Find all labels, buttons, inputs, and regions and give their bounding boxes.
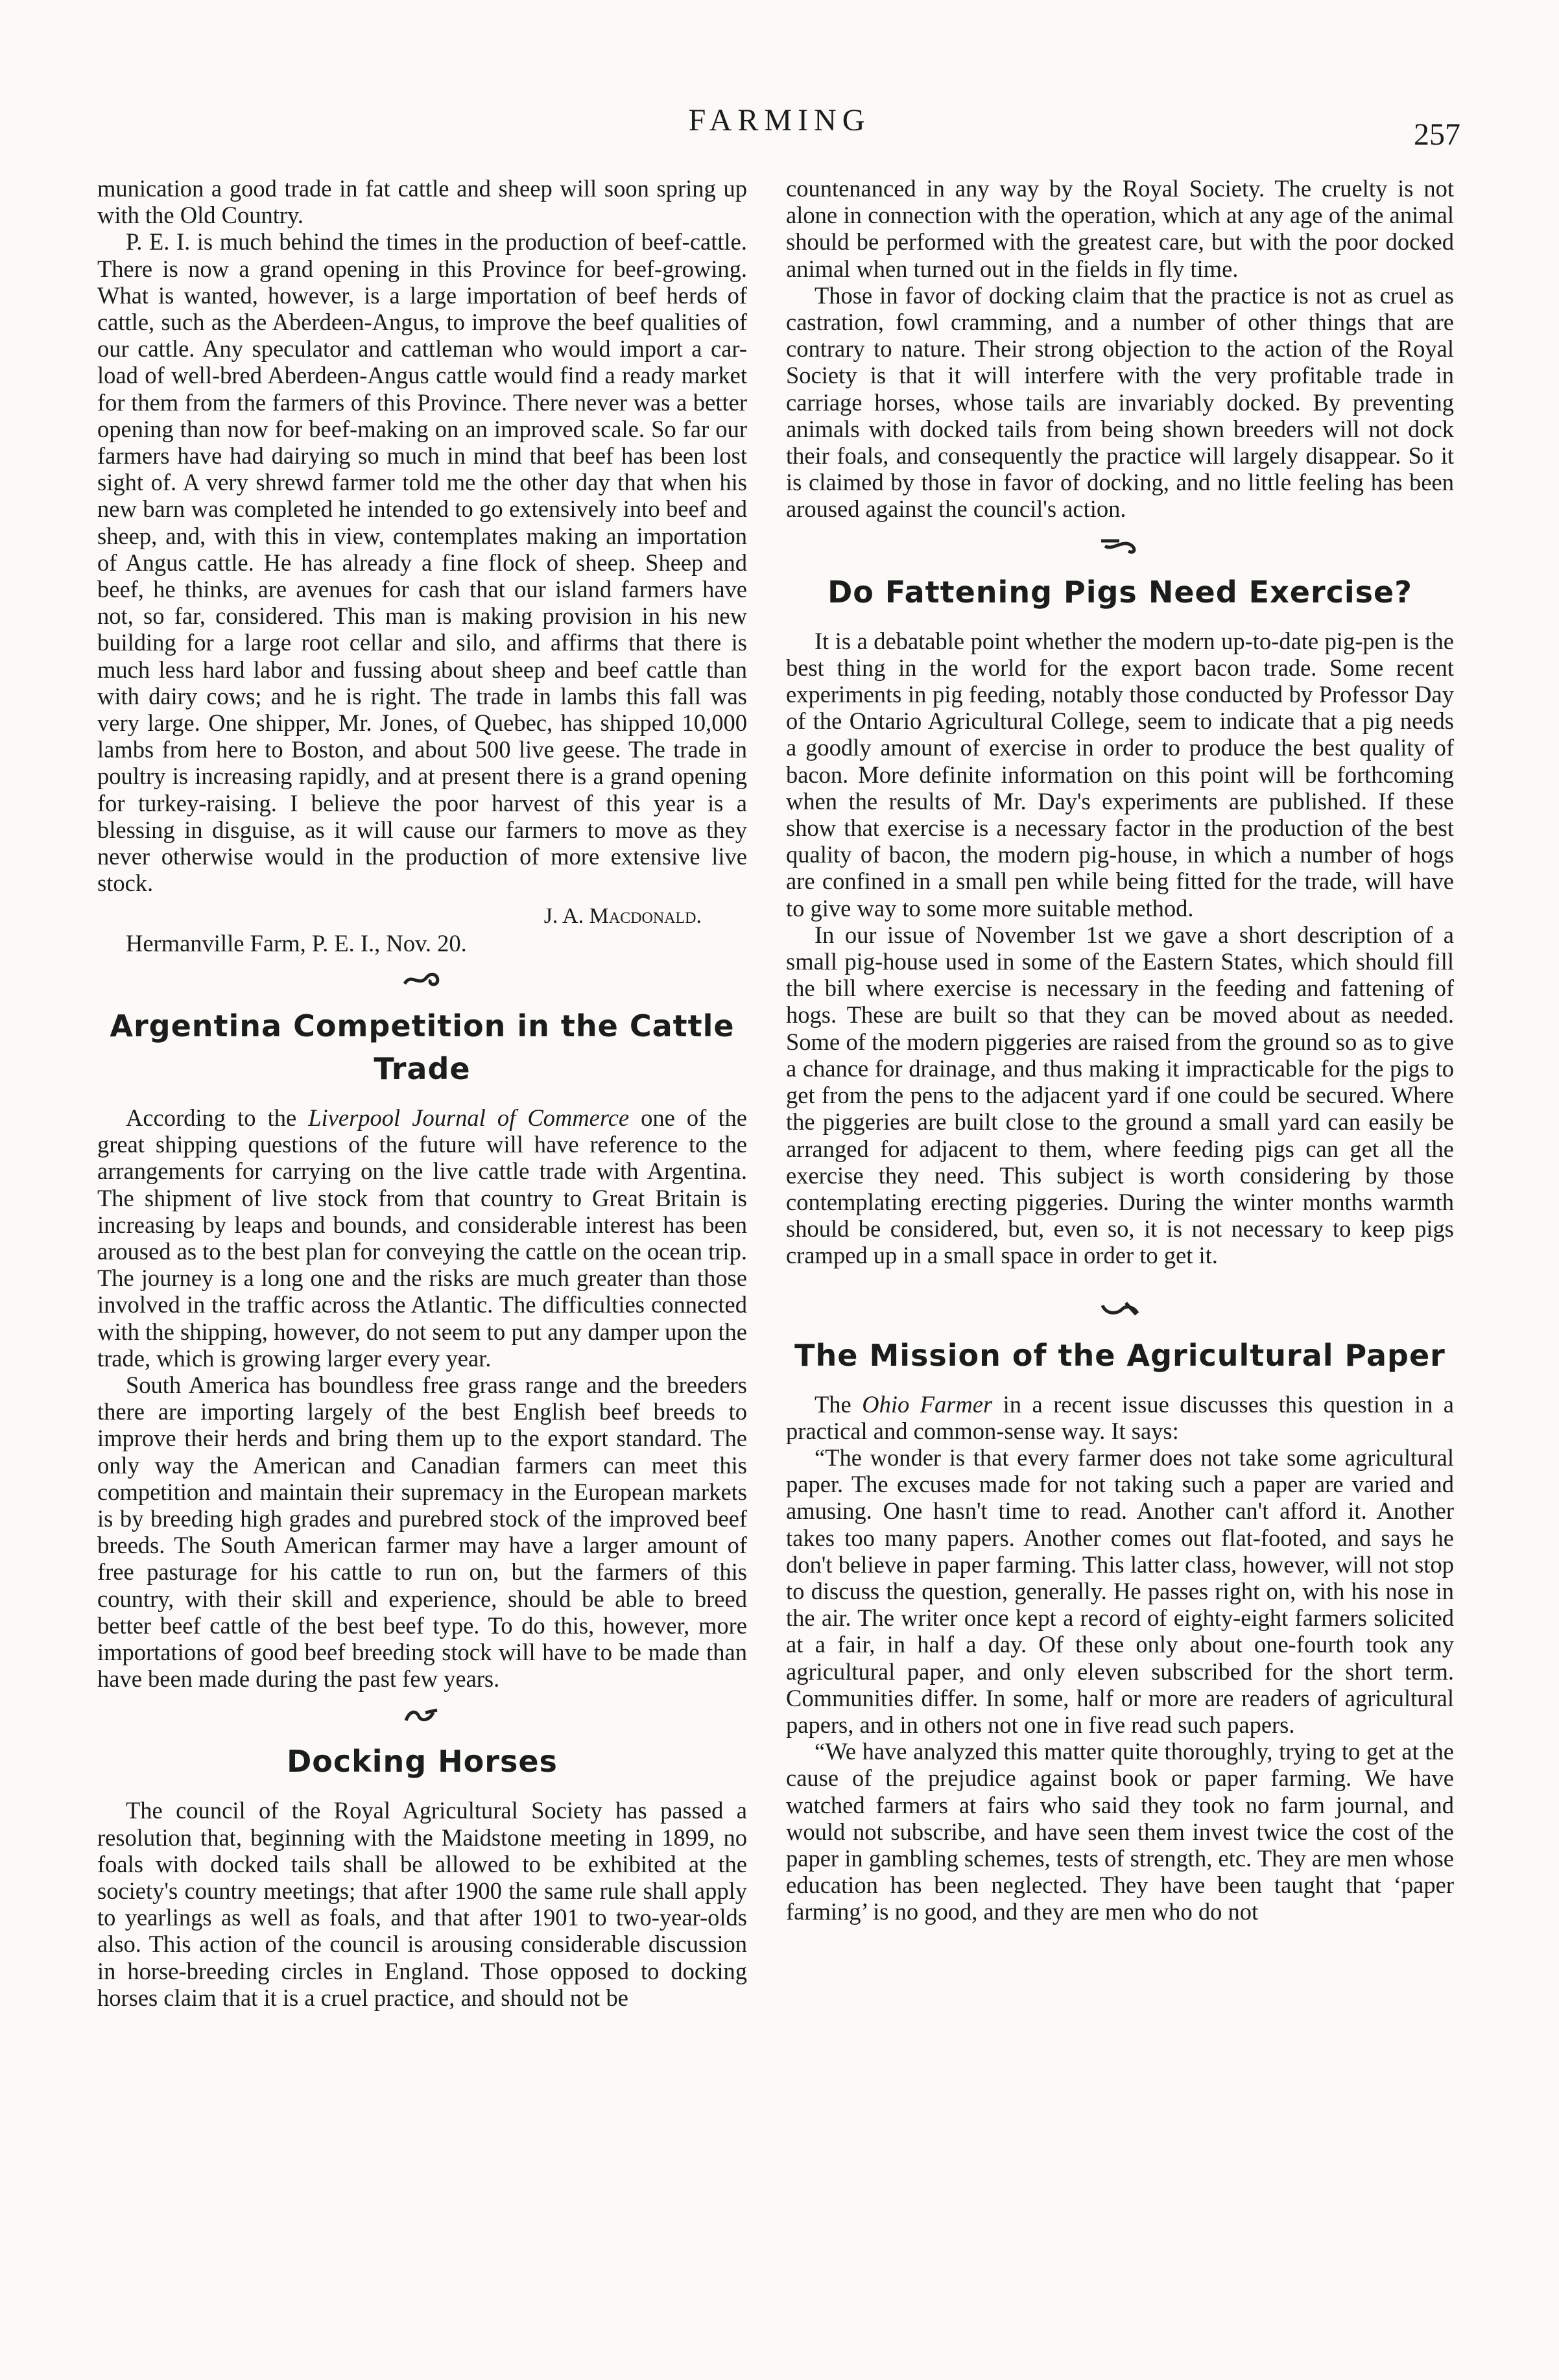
docking-continued-paragraph-2: Those in favor of docking claim that the practice is not as cruel as castration, fowl cramming, and a number of other things that are contrary to nature. Their strong objection to the action of the Royal Society is that it will interfere with the very profitable trade in carriage horses, whose tails are invariably docked. By preventing animals with docked tails from being shown breeders will not dock their foals, and consequently the practice will largely disappear. So it is claimed by those in favor of docking, and no little feeling has been aroused against the council's action.: [786, 281, 1454, 523]
pigs-paragraph-1: It is a debatable point whether the modern up-to-date pig-pen is the best thing in the world for the export bacon trade. Some recent experiments in pig feeding, notably those conducted by Professor Day of the Ontario Agricultural College, seem to indicate that a pig needs a goodly amount of exercise in order to produce the best quality of bacon. More definite information on this point will be forthcoming when the results of Mr. Day's experiments are published. If these show that exercise is a necessary factor in the production of the best quality of bacon, the modern pig-house, in which a number of hogs are confined in a small pen while being fitted for the trade, will have to give way to some more suitable method.: [786, 627, 1454, 922]
right-column: [786, 175, 1454, 1925]
author-signature: J. A. Macdonald.: [543, 904, 702, 929]
hand-flourish-icon: [97, 966, 747, 998]
pigs-heading: Do Fattening Pigs Need Exercise?: [827, 574, 1412, 610]
docking-continued-paragraph-1: countenanced in any way by the Royal Society. The cruelty is not alone in connection with the operation, which at any age of the animal should be performed with the greatest care, but with the poor docked animal when turned out in the fields in fly time.: [786, 175, 1454, 282]
docking-heading: Docking Horses: [287, 1744, 558, 1779]
pigs-paragraph-2: In our issue of November 1st we gave a short description of a small pig-house used in some of the Eastern States, which should fill the bill where exercise is necessary in the feeding and fattening of hogs. These are built so that they can be moved about as needed. Some of the modern piggeries are raised from the ground so as to give a chance for drainage, and thus making it impracticable for the pigs to get from the pens to the adjacent yard if one could be secured. Where the piggeries are built close to the ground a small yard can easily be arranged for adjacent to them, where feeding pigs can get all the exercise they need. This subject is worth considering by those contemplating erecting piggeries. During the winter months warmth should be considered, but, even so, it is not necessary to keep pigs cramped up in a small space in order to get it.: [786, 921, 1454, 1269]
running-title: FARMING: [688, 103, 871, 137]
paper-title: Ohio Farmer: [862, 1390, 993, 1418]
page-number: 257: [1414, 117, 1460, 152]
mission-heading: The Mission of the Agricultural Paper: [794, 1337, 1446, 1373]
docking-paragraph-1: The council of the Royal Agricultural Society has passed a resolution that, beginning with the Maidstone meeting in 1899, no foals with docked tails shall be allowed to be exhibited at the society's country meetings; that after 1900 the same rule shall apply to yearlings as well as foals, and that after 1901 to two-year-olds also. This action of the council is arousing considerable discussion in horse-breeding circles in England. Those opposed to docking horses claim that it is a cruel practice, and should not be: [97, 1797, 747, 2011]
hand-flourish-icon: [97, 1701, 747, 1733]
pei-paragraph-1: munication a good trade in fat cattle and sheep will soon spring up with the Old Country.: [97, 175, 747, 229]
argentina-heading: Argentina Competition in the Cattle Trade: [110, 1008, 735, 1086]
hand-flourish-icon: [786, 532, 1454, 564]
dateline: Hermanville Farm, P. E. I., Nov. 20.: [126, 929, 467, 957]
mission-paragraph-3: “We have analyzed this matter quite thoroughly, trying to get at the cause of the prejudice against book or paper farming. We have watched farmers at fairs who said they took no farm journal, and would not subscribe, and have seen them invest twice the cost of the paper in gambling schemes, tests of strength, etc. They are men whose education has been neglected. They have been taught that ‘paper farming’ is no good, and they are men who do not: [786, 1738, 1454, 1925]
pei-paragraph-2: P. E. I. is much behind the times in the production of beef-cattle. There is now a grand opening in this Province for beef-growing. What is wanted, however, is a large importation of beef herds of cattle, such as the Aberdeen-Angus, to improve the beef qualities of our cattle. Any speculator and cattleman who would import a car-load of well-bred Aberdeen-Angus cattle would find a ready market for them from the farmers of this Province. There never was a better opening than now for beef-making on an improved scale. So far our farmers have had dairying so much in mind that beef has been lost sight of. A very shrewd farmer told me the other day that when his new barn was completed he intended to go extensively into beef and sheep, and, with this in view, contemplates making an importation of Angus cattle. He has already a fine flock of sheep. Sheep and beef, he thinks, are avenues for cash that our island farmers have not, so far, considered. This man is making provision in his new building for a large root cellar and silo, and affirms that there is much less hard labor and fussing about sheep and beef cattle than with dairy cows; and he is right. The trade in lambs this fall was very large. One shipper, Mr. Jones, of Quebec, has shipped 10,000 lambs from here to Boston, and about 500 live geese. The trade in poultry is increasing rapidly, and at present there is a grand opening for turkey-raising. I believe the poor harvest of this year is a blessing in disguise, as it will cause our farmers to move as they never otherwise would in the production of more extensive live stock.: [97, 228, 747, 897]
mission-paragraph-1: The Ohio Farmer in a recent issue discusses this question in a practical and common-sense way. It says:: [786, 1390, 1454, 1444]
argentina-paragraph-1: According to the Liverpool Journal of Commerce one of the great shipping questions of the future will have reference to the arrangements for carrying on the live cattle trade with Argentina. The shipment of live stock from that country to Great Britain is increasing by leaps and bounds, and considerable interest has been aroused as to the best plan for conveying the cattle on the ocean trip. The journey is a long one and the risks are much greater than those involved in the traffic across the Atlantic. The difficulties connected with the shipping, however, do not seem to put any damper upon the trade, which is growing larger every year.: [97, 1104, 747, 1372]
argentina-paragraph-2: South America has boundless free grass range and the breeders there are importing largely of the best English beef breeds to improve their herds and bring them up to the export standard. The only way the American and Canadian farmers can meet this competition and maintain their supremacy in the European markets is by breeding high grades and purebred stock of the improved beef breeds. The South American farmer may have a larger amount of free pasturage for his cattle to run on, but the farmers of this country, with their skill and experience, should be able to breed better beef cattle of the best beef type. To do this, however, more importations of good beef breeding stock will have to be made than have been made during the past few years.: [97, 1371, 747, 1693]
mission-paragraph-2: “The wonder is that every farmer does not take some agricultural paper. The excuses made for not taking such a paper are varied and amusing. One hasn't time to read. Another can't afford it. Another takes too many papers. Another comes out flat-footed, and says he don't believe in paper farming. This latter class, however, will not stop to discuss the question, generally. He passes right on, with his nose in the air. The writer once kept a record of eighty-eight farmers solicited at a fair, in half a day. Of these only about one-fourth took any agricultural paper, and only eleven subscribed for the short term. Communities differ. In some, half or more are readers of agricultural papers, and in others not one in five read such papers.: [786, 1444, 1454, 1738]
left-column: [97, 175, 747, 2011]
journal-title: Liverpool Journal of Commerce: [308, 1104, 630, 1131]
hand-flourish-icon: [786, 1295, 1454, 1327]
